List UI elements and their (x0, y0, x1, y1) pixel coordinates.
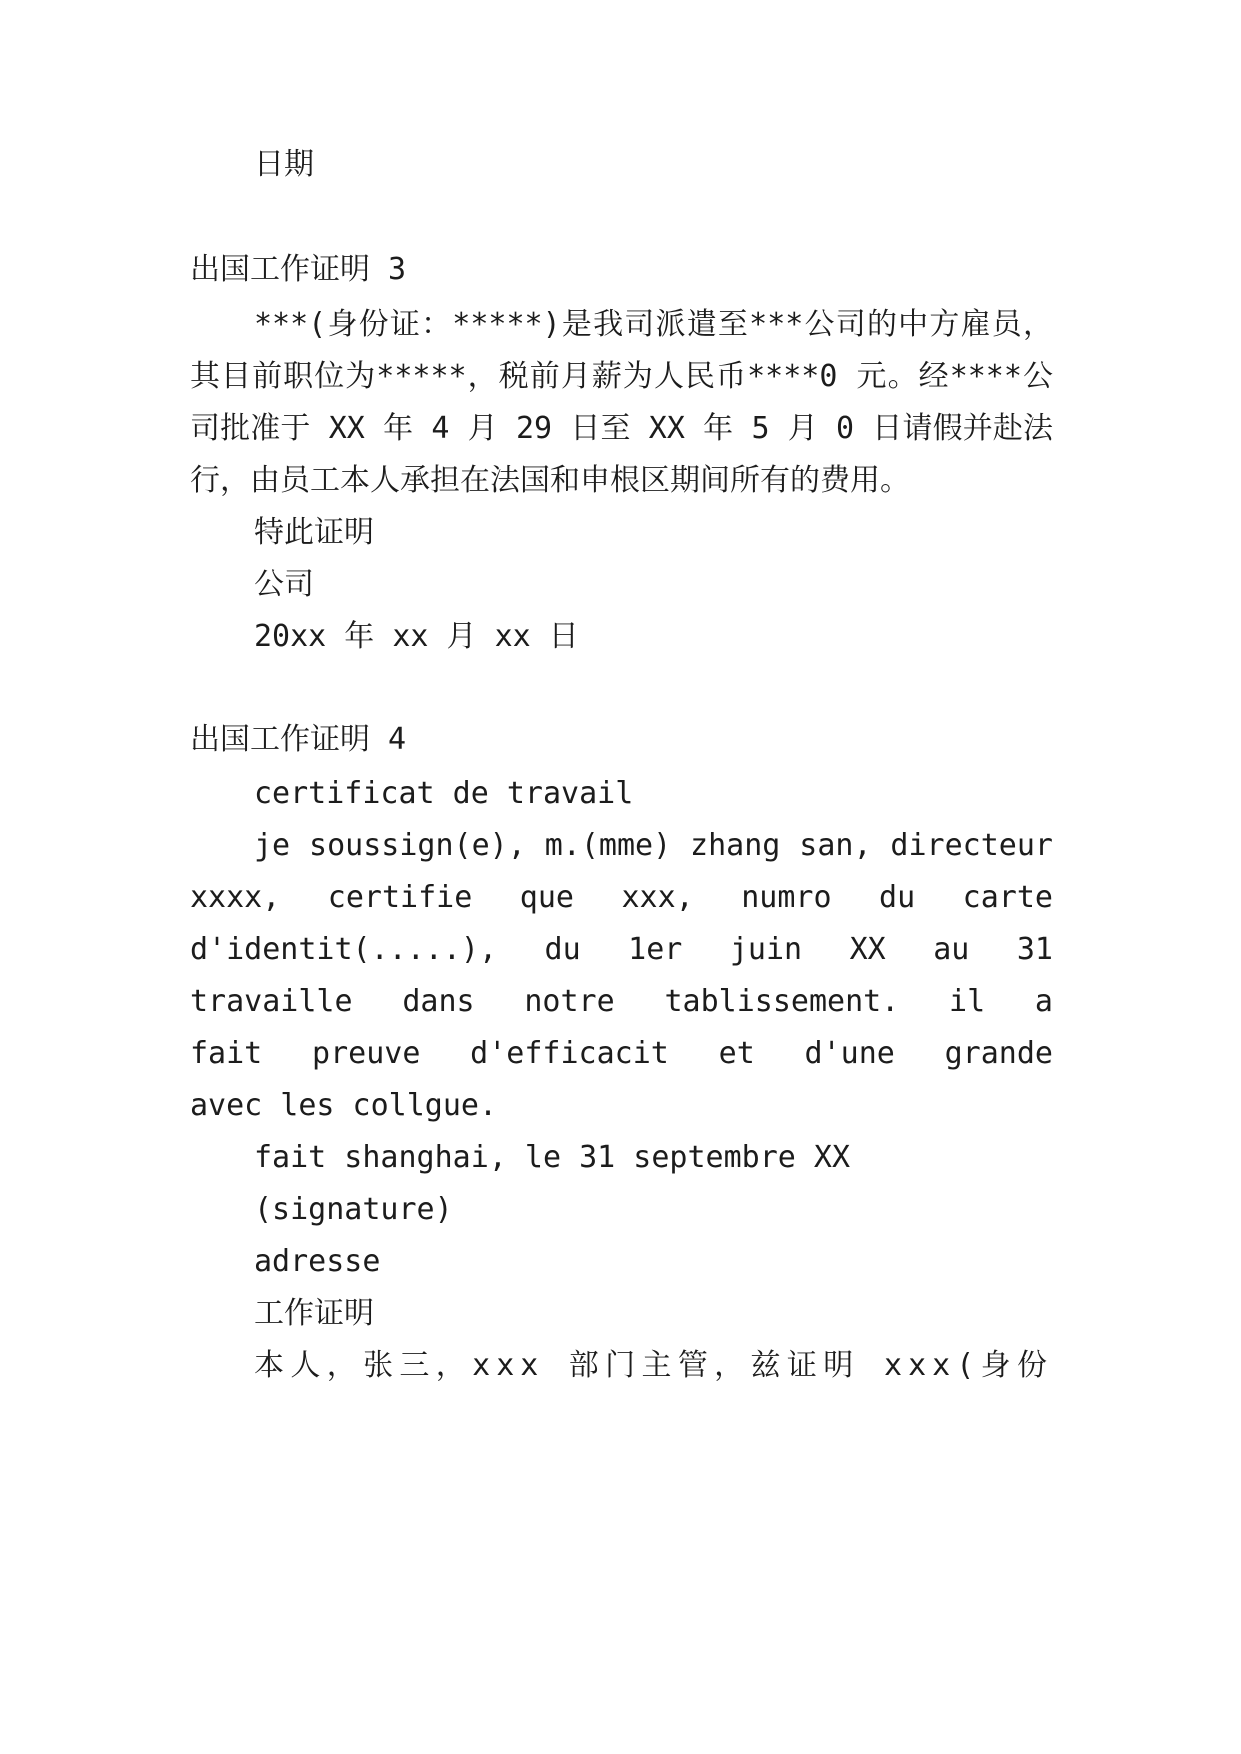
section-3-date: 20xx 年 xx 月 xx 日 (254, 619, 579, 654)
section-4-body-line-4: travaille dans notre tablissement. il a (190, 984, 1053, 1019)
section-4-address: adresse (254, 1244, 381, 1279)
section-4-title: certificat de travail (254, 776, 634, 811)
section-4-heading: 出国工作证明 4 (190, 722, 407, 757)
section-3-company: 公司 (254, 567, 314, 602)
section-4-body-line-3: d'identit(.....), du 1er juin XX au 31 (190, 932, 1053, 967)
section-4-cn-body-line-1: 本人，张三，xxx 部门主管，兹证明 xxx(身份 (254, 1348, 1053, 1383)
section-3-body-line-3: 司批准于 XX 年 4 月 29 日至 XX 年 5 月 0 日请假并赴法 (190, 411, 1053, 446)
section-4-body-line-1: je soussign(e), m.(mme) zhang san, directeur (254, 828, 1053, 863)
section-3-body-line-2: 其目前职位为*****，税前月薪为人民币****0 元。经****公 (190, 359, 1053, 394)
section-4-body-line-6: avec les collgue. (190, 1088, 498, 1123)
section-4-body-line-5: fait preuve d'efficacit et d'une grande (190, 1036, 1053, 1071)
section-3-body-line-1: ***(身份证：*****)是我司派遣至***公司的中方雇员， (254, 307, 1053, 342)
date-label: 日期 (254, 147, 314, 182)
section-4-place-date: fait shanghai, le 31 septembre XX (254, 1140, 851, 1175)
section-4-cn-title: 工作证明 (254, 1296, 374, 1331)
section-4-signature: (signature) (254, 1192, 453, 1227)
section-3-heading: 出国工作证明 3 (190, 252, 407, 287)
section-3-closing: 特此证明 (254, 515, 374, 550)
section-4-body-line-2: xxxx, certifie que xxx, numro du carte (190, 880, 1053, 915)
section-3-body-line-4: 行，由员工本人承担在法国和申根区期间所有的费用。 (190, 463, 910, 498)
